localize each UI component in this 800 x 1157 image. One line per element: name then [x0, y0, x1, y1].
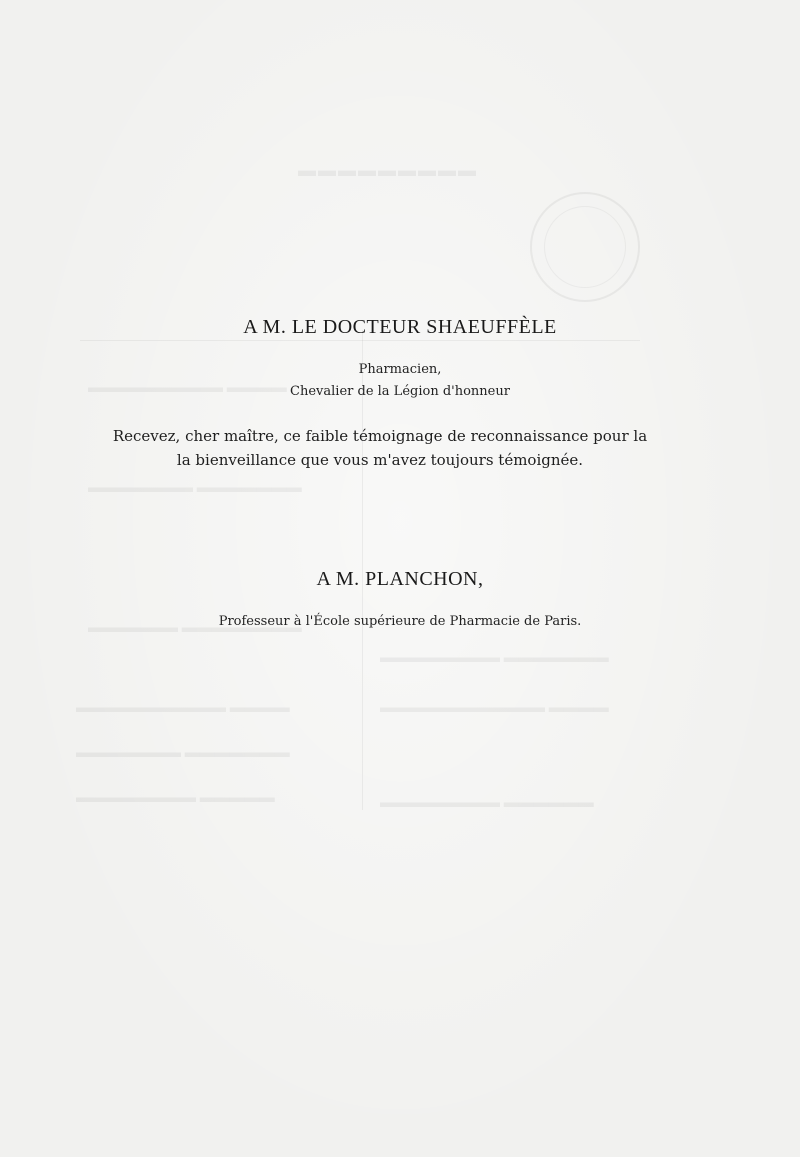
bleed-through-text: ▬▬▬▬▬▬▬▬ ▬▬▬▬▬▬	[380, 795, 594, 811]
bleed-through-text: ▬▬▬▬▬▬ ▬▬▬▬▬▬▬▬	[88, 620, 302, 636]
bleed-through-stamp	[530, 192, 640, 302]
dedication-2-title: Professeur à l'École supérieure de Pharmacie de Paris.	[218, 614, 582, 629]
dedication-1-message-line-1: Recevez, cher maître, ce faible témoignage de reconnaissance pour la	[112, 427, 648, 445]
dedication-1-title: Pharmacien,	[358, 362, 442, 377]
bleed-through-text: ▬▬▬▬▬▬▬ ▬▬▬▬▬▬▬	[76, 745, 290, 761]
bleed-through-text: ▬▬▬▬▬▬▬▬▬▬▬ ▬▬▬▬	[380, 700, 609, 716]
dedication-1-honor: Chevalier de la Légion d'honneur	[290, 384, 510, 399]
dedication-1-message	[90, 424, 670, 472]
dedication-1-message-line-2: la bienveillance que vous m'avez toujours témoignée.	[176, 451, 584, 469]
bleed-through-text: ▬▬▬▬▬▬▬ ▬▬▬▬▬▬▬	[88, 480, 302, 496]
bleed-through-text: ▬▬▬▬▬▬▬▬ ▬▬▬▬▬	[76, 790, 275, 806]
dedication-2-heading: A M. PLANCHON,	[316, 568, 484, 590]
bleed-through-text: ▬▬▬▬▬▬▬▬ ▬▬▬▬▬▬▬	[380, 650, 609, 666]
bleed-through-table-rule	[80, 340, 640, 341]
bleed-through-text: ▬▬▬▬▬▬▬▬▬ ▬▬▬▬	[88, 380, 287, 396]
bleed-through-text: ▬▬▬▬▬▬▬▬▬▬ ▬▬▬▬	[76, 700, 290, 716]
dedication-1-heading: A M. LE DOCTEUR SHAEUFFÈLE	[243, 316, 557, 338]
bleed-through-heading: ▬▬▬▬▬▬▬▬▬	[298, 160, 478, 180]
